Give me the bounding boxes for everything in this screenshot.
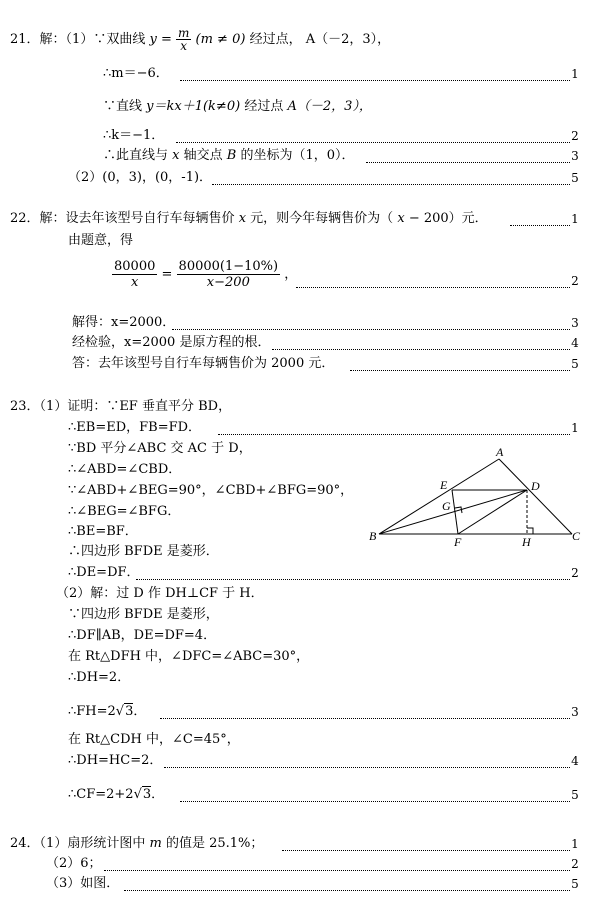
label-e: E: [440, 478, 448, 492]
label-b: B: [369, 529, 377, 543]
q21-part-2: （2）(0，3)，(0，-1)．: [68, 170, 213, 185]
score-mark: 1: [571, 67, 579, 81]
q22-line-1: 22．解：设去年该型号自行车每辆售价 x 元，则今年每辆售价为（ x − 200）元．: [10, 211, 488, 226]
q22-line-5: 经检验，x=2000 是原方程的根．: [72, 335, 271, 350]
score-mark: 5: [571, 788, 579, 802]
score-mark: 5: [571, 877, 579, 891]
label-f: F: [454, 535, 462, 548]
segment-ac: [499, 459, 572, 534]
label-h: H: [522, 535, 531, 548]
q21-condition: (m ≠ 0): [195, 32, 246, 47]
q23-line-13: 在 Rt△DFH 中，∠DFC=∠ABC=30°，: [68, 649, 310, 664]
score-mark: 2: [571, 857, 579, 871]
q23-line-14: ∴DH=2．: [68, 670, 131, 685]
segment-ba: [379, 459, 499, 534]
q23-line-11: ∵四边形 BFDE 是菱形，: [68, 607, 219, 622]
q21-y-eq: y =: [149, 32, 172, 47]
q22-fraction-left: $\frac{80000}{x}$: [114, 259, 156, 290]
q21-head: 21．解：（1）∵双曲线: [10, 32, 146, 47]
dot-leader: [366, 162, 570, 163]
q24-line-2: （2）6；: [46, 856, 102, 871]
score-mark: 5: [571, 357, 579, 371]
dot-leader: [272, 349, 570, 350]
dot-leader: [124, 890, 570, 891]
q21-line-1: 21．解：（1）∵双曲线 y = $\frac{m}{x}$ (m ≠ 0) 经过点， A（－2，3），: [10, 26, 391, 53]
q23-line-6: ∴∠BEG=∠BFG．: [68, 504, 181, 519]
dot-leader: [180, 801, 570, 802]
q23-line-12: ∴DF∥AB，DE=DF=4．: [68, 628, 217, 643]
dot-leader: [164, 767, 570, 768]
dot-leader: [212, 184, 570, 185]
q23-line-16: 在 Rt△CDH 中，∠C=45°，: [68, 732, 240, 747]
score-mark: 3: [571, 149, 579, 163]
label-a: A: [496, 446, 504, 459]
segment-fd: [458, 490, 527, 534]
q21-line-2: ∴m＝−6．: [103, 66, 169, 81]
q23-line-8: ∴四边形 BFDE 是菱形．: [68, 544, 219, 559]
label-c: C: [572, 529, 581, 543]
dot-leader: [218, 434, 570, 435]
right-angle-h: [527, 528, 533, 534]
dot-leader: [350, 370, 570, 371]
q23-line-10: （2）解：过 D 作 DH⊥CF 于 H．: [56, 586, 264, 601]
q23-line-18: ∴CF=2+2√3．: [68, 787, 165, 802]
q23-line-3: ∵BD 平分∠ABC 交 AC 于 D，: [68, 441, 252, 456]
q24-line-1: 24．（1）扇形统计图中 m 的值是 25.1%；: [10, 836, 264, 851]
score-mark: 4: [571, 754, 579, 768]
q21-line-4: ∴k＝−1．: [103, 128, 165, 143]
q23-line-15: ∴FH=2√3．: [68, 704, 147, 719]
score-mark: 4: [571, 336, 579, 350]
dot-leader: [104, 870, 570, 871]
q21-fraction: $\frac{m}{x}$: [177, 26, 190, 53]
q23-line-1: 23．（1）证明：∵EF 垂直平分 BD，: [10, 399, 232, 414]
q22-fraction-right: $\frac{80000(1-10\%)}{x-200}$: [178, 259, 279, 290]
q21-point-a: A（－2，3），: [305, 32, 391, 47]
dot-leader: [282, 850, 570, 851]
dot-leader: [176, 142, 570, 143]
score-mark: 3: [571, 316, 579, 330]
q23-line-5: ∵∠ABD+∠BEG=90°，∠CBD+∠BFG=90°，: [68, 483, 354, 498]
q23-line-9: ∴DE=DF．: [68, 565, 140, 580]
dot-leader: [510, 225, 570, 226]
q22-equation: $\frac{80000}{x}$ = $\frac{80000(1-10\%)}{x-200}$ ，: [114, 259, 298, 290]
dot-leader: [180, 80, 570, 81]
q23-line-2: ∴EB=ED，FB=FD．: [68, 420, 202, 435]
dot-leader: [136, 579, 570, 580]
score-mark: 3: [571, 705, 579, 719]
score-mark: 1: [571, 421, 579, 435]
q22-line-6: 答：去年该型号自行车每辆售价为 2000 元．: [72, 356, 335, 371]
score-mark: 1: [571, 837, 579, 851]
dot-leader: [296, 287, 570, 288]
score-mark: 1: [571, 212, 579, 226]
score-mark: 2: [571, 566, 579, 580]
q22-line-4: 解得：x=2000．: [72, 315, 176, 330]
dot-leader: [172, 329, 570, 330]
label-g: G: [442, 499, 451, 513]
score-mark: 2: [571, 274, 579, 288]
q23-geometry-figure: [366, 446, 584, 548]
score-mark: 2: [571, 129, 579, 143]
q21-line-5: ∴此直线与 x 轴交点 B 的坐标为（1，0）．: [103, 148, 355, 163]
dot-leader: [160, 718, 570, 719]
q22-line-2: 由题意，得: [68, 233, 134, 248]
q23-line-4: ∴∠ABD=∠CBD．: [68, 462, 182, 477]
score-mark: 5: [571, 171, 579, 185]
label-d: D: [531, 479, 540, 493]
q23-line-17: ∴DH=HC=2．: [68, 753, 163, 768]
q23-line-7: ∴BE=BF．: [68, 524, 138, 539]
q21-line-3: ∵直线 y＝kx＋1(k≠0) 经过点 A（－2，3），: [103, 99, 372, 114]
q24-line-3: （3）如图．: [46, 876, 120, 891]
